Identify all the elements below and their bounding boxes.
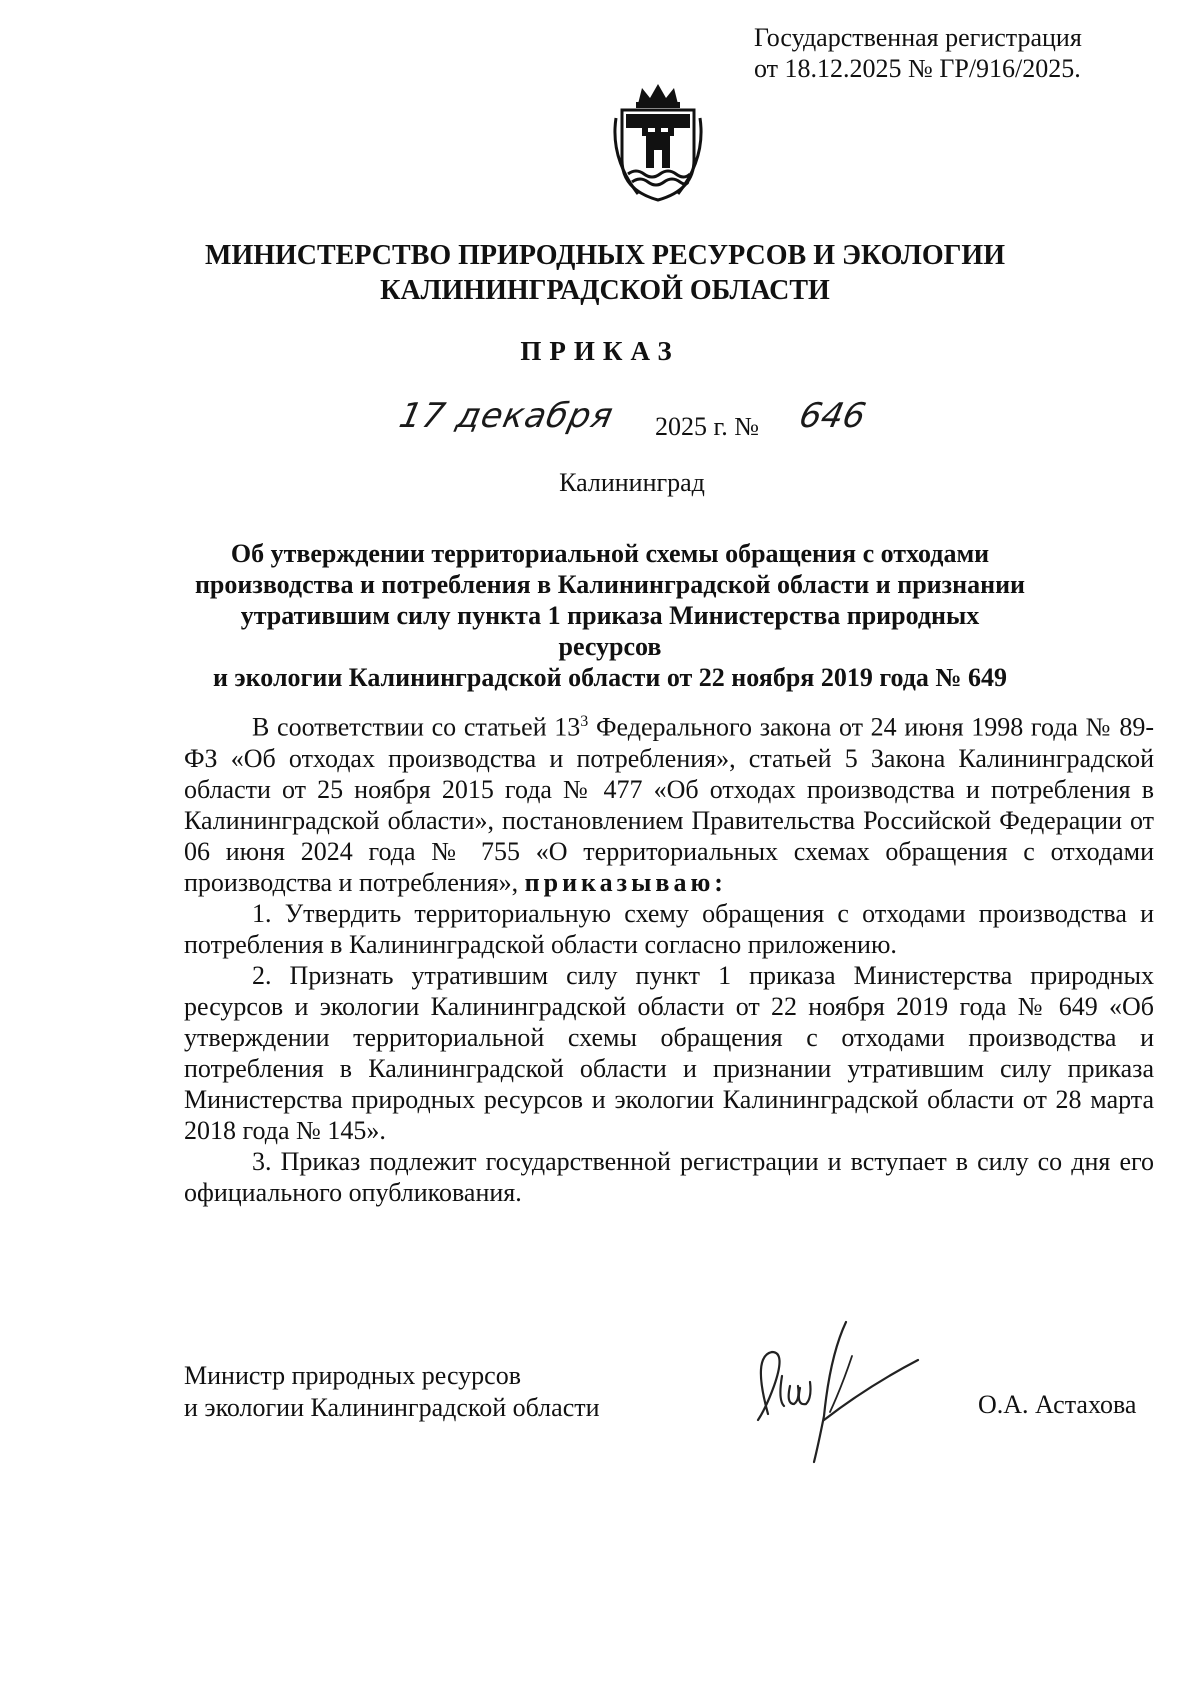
preamble-rest: Федерального закона от 24 июня 1998 года № 89-ФЗ «Об отходах производства и потребления», статьей 5 Закона Калининградской области от 25 ноября 2015 года № 477 «Об отходах производства и потребления в Калининградской области», постановлением Правительства Российской Федерации от 06 июня 2024 года № 755 «О территориальных схемах обращения с отходами производства и потребления», bbox=[184, 712, 1154, 897]
order-subject bbox=[190, 538, 1030, 693]
handwritten-order-number: 646 bbox=[795, 396, 870, 436]
kaliningrad-coat-of-arms-icon bbox=[608, 78, 708, 202]
preamble-paragraph bbox=[184, 706, 1154, 898]
subject-line-1: Об утверждении территориальной схемы обращения с отходами bbox=[230, 539, 990, 568]
order-item-3: 3. Приказ подлежит государственной регистрации и вступает в силу со дня его официального опубликования. bbox=[184, 1146, 1154, 1207]
signatory-title-line-2: и экологии Калининградской области bbox=[184, 1393, 600, 1422]
registration-line-1: Государственная регистрация bbox=[754, 23, 1082, 52]
signatory-name: О.А. Астахова bbox=[978, 1390, 1137, 1419]
order-year-label: 2025 г. № bbox=[655, 412, 760, 441]
order-date-number bbox=[395, 396, 920, 450]
preamble-start: В соответствии со статьей 13 bbox=[252, 712, 581, 742]
order-word: приказываю: bbox=[524, 867, 727, 897]
subject-line-3: утратившим силу пункта 1 приказа Министерства природных ресурсов bbox=[240, 601, 980, 661]
handwritten-date: 17 декабря bbox=[395, 396, 618, 436]
signatory-title-line-1: Министр природных ресурсов bbox=[184, 1361, 521, 1390]
ministry-name bbox=[190, 238, 1020, 308]
registration-line-2: от 18.12.2025 № ГР/916/2025. bbox=[754, 54, 1081, 83]
ministry-line-2: КАЛИНИНГРАДСКОЙ ОБЛАСТИ bbox=[380, 275, 830, 306]
ministry-line-1: МИНИСТЕРСТВО ПРИРОДНЫХ РЕСУРСОВ И ЭКОЛОГИИ bbox=[205, 240, 1005, 271]
subject-line-4: и экологии Калининградской области от 22 ноября 2019 года № 649 bbox=[212, 663, 1008, 692]
city: Калининград bbox=[559, 468, 705, 497]
order-item-2: 2. Признать утратившим силу пункт 1 приказа Министерства природных ресурсов и экологии Калининградской области от 22 ноября 2019 года № 649 «Об утверждении территориальной схемы обращения с отходами производства и потребления в Калининградской области и признании утратившим силу приказа Министерства природных ресурсов и экологии Калининградской области от 28 марта 2018 года № 145». bbox=[184, 960, 1154, 1145]
handwritten-signature-icon bbox=[738, 1316, 938, 1466]
signatory-title bbox=[184, 1360, 600, 1424]
article-superscript: 3 bbox=[580, 713, 589, 730]
order-item-1: 1. Утвердить территориальную схему обращения с отходами производства и потребления в Калининградской области согласно приложению. bbox=[184, 898, 1154, 959]
order-title: ПРИКАЗ bbox=[520, 336, 680, 366]
registration-stamp bbox=[754, 22, 1174, 84]
order-body bbox=[184, 706, 1154, 1208]
subject-line-2: производства и потребления в Калининградской области и признании bbox=[194, 570, 1026, 599]
